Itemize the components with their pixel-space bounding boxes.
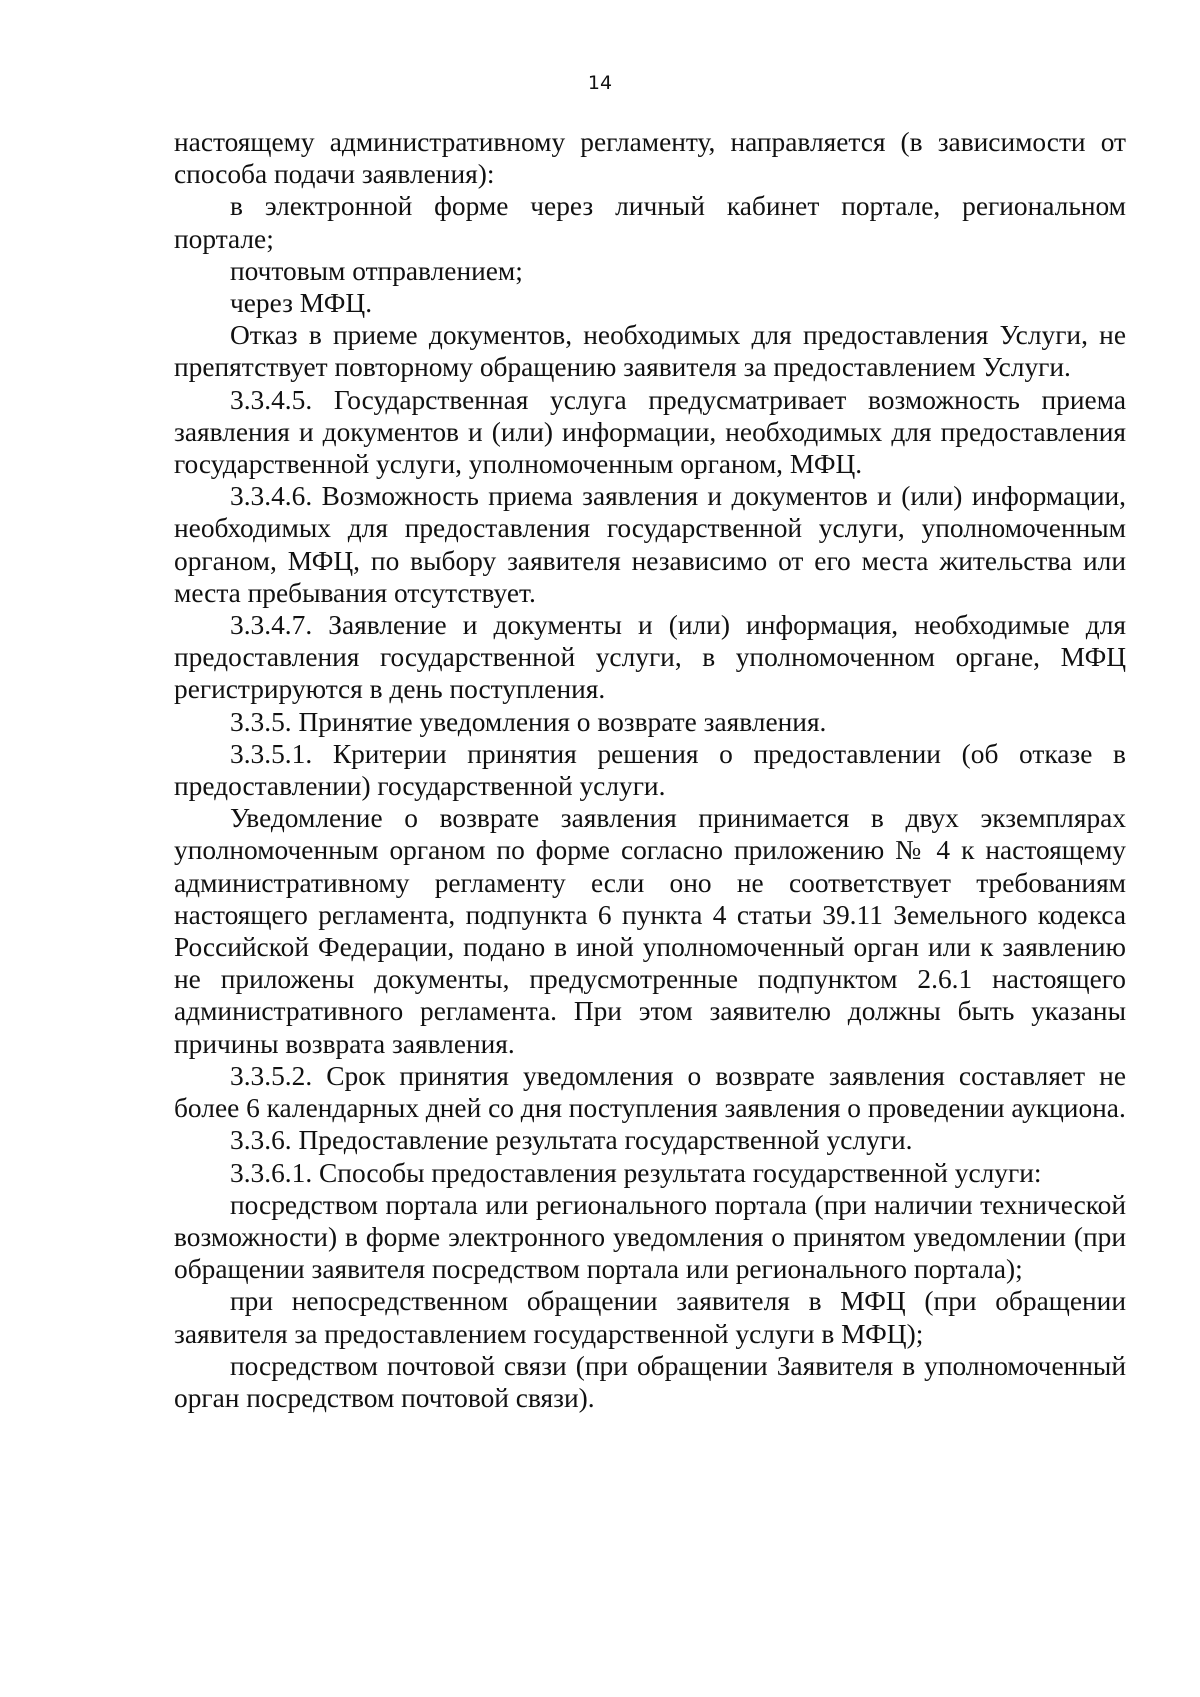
paragraph: почтовым отправлением; [230, 255, 523, 286]
page-number: 14 [587, 72, 613, 94]
paragraph: посредством портала или регионального портала (при наличии технической возможности) в форме электронного уведомления о принятом уведомлении (при обращении заявителя посредством портала или регионального портала); [174, 1189, 1126, 1285]
paragraph: 3.3.4.6. Возможность приема заявления и документов и (или) информации, необходимых для предоставления государственной услуги, уполномоченным органом, МФЦ, по выбору заявителя независимо от его места жительства или места пребывания отсутствует. [174, 481, 1126, 608]
paragraph: Уведомление о возврате заявления принимается в двух экземплярах уполномоченным органом по форме согласно приложению № 4 к настоящему административному регламенту если оно не соответствует требованиям настоящего регламента, подпункта 6 пункта 4 статьи 39.11 Земельного кодекса Российской Федерации, подано в иной уполномоченный орган или к заявлению не приложены документы, предусмотренные подпунктом 2.6.1 настоящего административного регламента. При этом заявителю должны быть указаны причины возврата заявления. [174, 803, 1126, 1059]
paragraph: 3.3.5.1. Критерии принятия решения о предоставлении (об отказе в предоставлении) государственной услуги. [174, 738, 1126, 802]
paragraph: 3.3.4.7. Заявление и документы и (или) информация, необходимые для предоставления государственной услуги, в уполномоченном органе, МФЦ регистрируются в день поступления. [174, 610, 1126, 705]
paragraph: в электронной форме через личный кабинет портале, региональном портале; [174, 191, 1126, 254]
paragraph: 3.3.6.1. Способы предоставления результата государственной услуги: [230, 1157, 1042, 1188]
paragraph: Отказ в приеме документов, необходимых для предоставления Услуги, не препятствует повторному обращению заявителя за предоставлением Услуги. [174, 320, 1126, 383]
paragraph: 3.3.6. Предоставление результата государственной услуги. [230, 1125, 913, 1156]
paragraph: при непосредственном обращении заявителя в МФЦ (при обращении заявителя за предоставлением государственной услуги в МФЦ); [174, 1286, 1126, 1349]
document-body [174, 126, 1126, 1414]
paragraph: посредством почтовой связи (при обращении Заявителя в уполномоченный орган посредством почтовой связи). [174, 1350, 1126, 1413]
paragraph: 3.3.5.2. Срок принятия уведомления о возврате заявления составляет не более 6 календарных дней со дня поступления заявления о проведении аукциона. [174, 1060, 1126, 1124]
paragraph: через МФЦ. [230, 288, 373, 319]
paragraph: настоящему административному регламенту, направляется (в зависимости от способа подачи заявления): [174, 127, 1126, 190]
paragraph: 3.3.4.5. Государственная услуга предусматривает возможность приема заявления и документов и (или) информации, необходимых для предоставления государственной услуги, уполномоченным органом, МФЦ. [174, 384, 1126, 480]
paragraph: 3.3.5. Принятие уведомления о возврате заявления. [230, 706, 827, 737]
